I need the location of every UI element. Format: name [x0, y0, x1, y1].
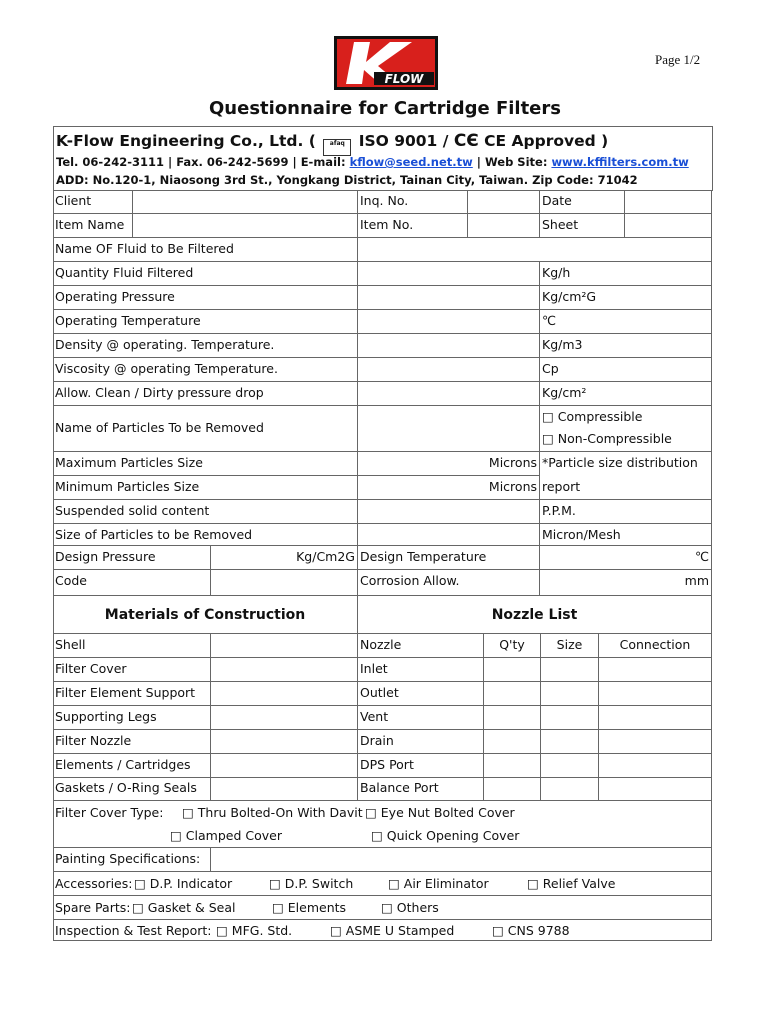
- nozzle-label: Inlet: [358, 658, 484, 682]
- inq-no-label: Inq. No.: [358, 190, 468, 214]
- company-header: [53, 126, 713, 191]
- company-line: [56, 131, 608, 156]
- particle-size-input[interactable]: [358, 524, 540, 546]
- k-flow-logo: [334, 36, 438, 90]
- code-label: Code: [53, 570, 211, 596]
- ce-mark-icon: ϹЄ: [453, 131, 479, 151]
- contact-web-label: | Web Site:: [472, 155, 552, 169]
- connection-col-header: Connection: [599, 634, 712, 658]
- contact-phone: Tel. 06-242-3111 | Fax. 06-242-5699 | E-mail:: [56, 155, 350, 169]
- relief-valve-checkbox[interactable]: □ Relief Valve: [527, 876, 616, 891]
- afaq-logo: afaq: [323, 139, 351, 156]
- temperature-input[interactable]: [358, 310, 540, 334]
- quantity-unit: Kg/h: [540, 262, 712, 286]
- davit-checkbox[interactable]: □ Thru Bolted-On With Davit: [182, 805, 363, 820]
- corrosion-unit[interactable]: mm: [540, 570, 712, 596]
- cover-type-label: Filter Cover Type:: [55, 805, 164, 820]
- nozzle-size-input[interactable]: [541, 682, 599, 706]
- inspection-label: Inspection & Test Report:: [55, 923, 212, 938]
- density-input[interactable]: [358, 334, 540, 358]
- nozzle-qty-input[interactable]: [484, 682, 541, 706]
- nozzle-size-input[interactable]: [541, 658, 599, 682]
- air-eliminator-checkbox[interactable]: □ Air Eliminator: [388, 876, 489, 891]
- fluid-name-label: Name OF Fluid to Be Filtered: [53, 238, 358, 262]
- pressure-label: Operating Pressure: [53, 286, 358, 310]
- iso-text: ISO 9001 /: [358, 132, 449, 150]
- nozzle-qty-input[interactable]: [484, 754, 541, 778]
- nozzle-connection-input[interactable]: [599, 682, 712, 706]
- eye-nut-checkbox[interactable]: □ Eye Nut Bolted Cover: [365, 805, 515, 820]
- material-input[interactable]: [211, 754, 358, 778]
- item-no-label: Item No.: [358, 214, 468, 238]
- website-link[interactable]: www.kffilters.com.tw: [551, 155, 689, 169]
- micron-mesh-unit: Micron/Mesh: [540, 524, 712, 546]
- company-name: K-Flow Engineering Co., Ltd. (: [56, 132, 316, 150]
- solid-content-input[interactable]: [358, 500, 540, 524]
- gasket-seal-checkbox[interactable]: □ Gasket & Seal: [132, 900, 236, 915]
- design-temp-label: Design Temperature: [358, 546, 540, 570]
- design-pressure-label: Design Pressure: [53, 546, 211, 570]
- pressure-drop-input[interactable]: [358, 382, 540, 406]
- viscosity-unit: Cp: [540, 358, 712, 382]
- spare-parts-label: Spare Parts:: [55, 900, 131, 915]
- code-input[interactable]: [211, 570, 358, 596]
- compressible-checkbox[interactable]: □ Compressible: [542, 409, 643, 424]
- qty-col-header: Q'ty: [484, 634, 541, 658]
- report-note: report: [540, 476, 712, 500]
- nozzle-size-input[interactable]: [541, 706, 599, 730]
- nozzle-label: Vent: [358, 706, 484, 730]
- nozzle-connection-input[interactable]: [599, 730, 712, 754]
- min-particle-unit[interactable]: Microns: [358, 476, 540, 500]
- compressibility-options: [540, 406, 712, 452]
- pressure-unit: Kg/cm²G: [540, 286, 712, 310]
- clamped-checkbox[interactable]: □ Clamped Cover: [170, 828, 282, 843]
- nozzle-qty-input[interactable]: [484, 777, 541, 801]
- pressure-drop-label: Allow. Clean / Dirty pressure drop: [53, 382, 358, 406]
- nozzle-heading: Nozzle List: [358, 596, 712, 634]
- quantity-input[interactable]: [358, 262, 540, 286]
- sheet-input[interactable]: [625, 214, 712, 238]
- nozzle-qty-input[interactable]: [484, 658, 541, 682]
- viscosity-label: Viscosity @ operating Temperature.: [53, 358, 358, 382]
- painting-input[interactable]: [211, 848, 712, 872]
- client-label: Client: [53, 190, 133, 214]
- design-pressure-unit[interactable]: Kg/Cm2G: [211, 546, 358, 570]
- nozzle-qty-input[interactable]: [484, 706, 541, 730]
- item-name-label: Item Name: [53, 214, 133, 238]
- date-label: Date: [540, 190, 625, 214]
- mfg-std-checkbox[interactable]: □ MFG. Std.: [216, 923, 293, 938]
- pressure-drop-unit: Kg/cm²: [540, 382, 712, 406]
- item-name-input[interactable]: [133, 214, 358, 238]
- dp-switch-checkbox[interactable]: □ D.P. Switch: [269, 876, 354, 891]
- density-label: Density @ operating. Temperature.: [53, 334, 358, 358]
- nozzle-size-input[interactable]: [541, 777, 599, 801]
- item-no-input[interactable]: [468, 214, 540, 238]
- min-particle-label: Minimum Particles Size: [53, 476, 358, 500]
- asme-checkbox[interactable]: □ ASME U Stamped: [330, 923, 455, 938]
- material-label: Filter Nozzle: [53, 730, 211, 754]
- dp-indicator-checkbox[interactable]: □ D.P. Indicator: [134, 876, 233, 891]
- material-label: Filter Cover: [53, 658, 211, 682]
- pressure-input[interactable]: [358, 286, 540, 310]
- corrosion-label: Corrosion Allow.: [358, 570, 540, 596]
- page-number: Page 1/2: [655, 52, 701, 67]
- nozzle-label: DPS Port: [358, 754, 484, 778]
- density-unit: Kg/m3: [540, 334, 712, 358]
- material-input[interactable]: [211, 706, 358, 730]
- fluid-name-input[interactable]: [358, 238, 712, 262]
- nozzle-label: Outlet: [358, 682, 484, 706]
- material-input[interactable]: [211, 730, 358, 754]
- max-particle-label: Maximum Particles Size: [53, 452, 358, 476]
- quick-opening-checkbox[interactable]: □ Quick Opening Cover: [371, 828, 520, 843]
- distribution-note: *Particle size distribution: [540, 452, 712, 476]
- materials-heading: Materials of Construction: [53, 596, 358, 634]
- logo-text: FLOW: [384, 72, 424, 86]
- material-label: Supporting Legs: [53, 706, 211, 730]
- sheet-label: Sheet: [540, 214, 625, 238]
- particles-name-input[interactable]: [358, 406, 540, 452]
- nozzle-qty-input[interactable]: [484, 730, 541, 754]
- painting-label: Painting Specifications:: [53, 848, 211, 872]
- date-input[interactable]: [625, 190, 712, 214]
- nozzle-label: Drain: [358, 730, 484, 754]
- email-link[interactable]: kflow@seed.net.tw: [349, 155, 473, 169]
- material-label: Elements / Cartridges: [53, 754, 211, 778]
- design-temp-unit[interactable]: ℃: [540, 546, 712, 570]
- size-col-header: Size: [541, 634, 599, 658]
- quantity-label: Quantity Fluid Filtered: [53, 262, 358, 286]
- nozzle-connection-input[interactable]: [599, 777, 712, 801]
- nozzle-col-header: Nozzle: [358, 634, 484, 658]
- inq-no-input[interactable]: [468, 190, 540, 214]
- material-label: Shell: [53, 634, 211, 658]
- material-input[interactable]: [211, 634, 358, 658]
- viscosity-input[interactable]: [358, 358, 540, 382]
- nozzle-connection-input[interactable]: [599, 754, 712, 778]
- others-checkbox[interactable]: □ Others: [381, 900, 439, 915]
- particle-size-label: Size of Particles to be Removed: [53, 524, 358, 546]
- nozzle-connection-input[interactable]: [599, 706, 712, 730]
- ce-text: CE Approved ): [484, 132, 609, 150]
- nozzle-size-input[interactable]: [541, 730, 599, 754]
- nozzle-size-input[interactable]: [541, 754, 599, 778]
- max-particle-unit[interactable]: Microns: [358, 452, 540, 476]
- contact-line: [56, 155, 689, 169]
- address-line: ADD: No.120-1, Niaosong 3rd St., Yongkang District, Tainan City, Taiwan. Zip Code: 71042: [56, 173, 638, 187]
- client-input[interactable]: [133, 190, 358, 214]
- material-label: Filter Element Support: [53, 682, 211, 706]
- cns-checkbox[interactable]: □ CNS 9788: [492, 923, 570, 938]
- material-label: Gaskets / O-Ring Seals: [53, 777, 211, 801]
- particles-name-label: Name of Particles To be Removed: [53, 406, 358, 452]
- elements-checkbox[interactable]: □ Elements: [272, 900, 347, 915]
- solid-content-label: Suspended solid content: [53, 500, 358, 524]
- accessories-label: Accessories:: [55, 876, 133, 891]
- material-input[interactable]: [211, 682, 358, 706]
- nozzle-connection-input[interactable]: [599, 658, 712, 682]
- ppm-unit: P.P.M.: [540, 500, 712, 524]
- temperature-unit: ℃: [540, 310, 712, 334]
- temperature-label: Operating Temperature: [53, 310, 358, 334]
- non-compressible-checkbox[interactable]: □ Non-Compressible: [542, 431, 672, 446]
- material-input[interactable]: [211, 777, 358, 801]
- nozzle-label: Balance Port: [358, 777, 484, 801]
- page-title: Questionnaire for Cartridge Filters: [209, 98, 561, 119]
- material-input[interactable]: [211, 658, 358, 682]
